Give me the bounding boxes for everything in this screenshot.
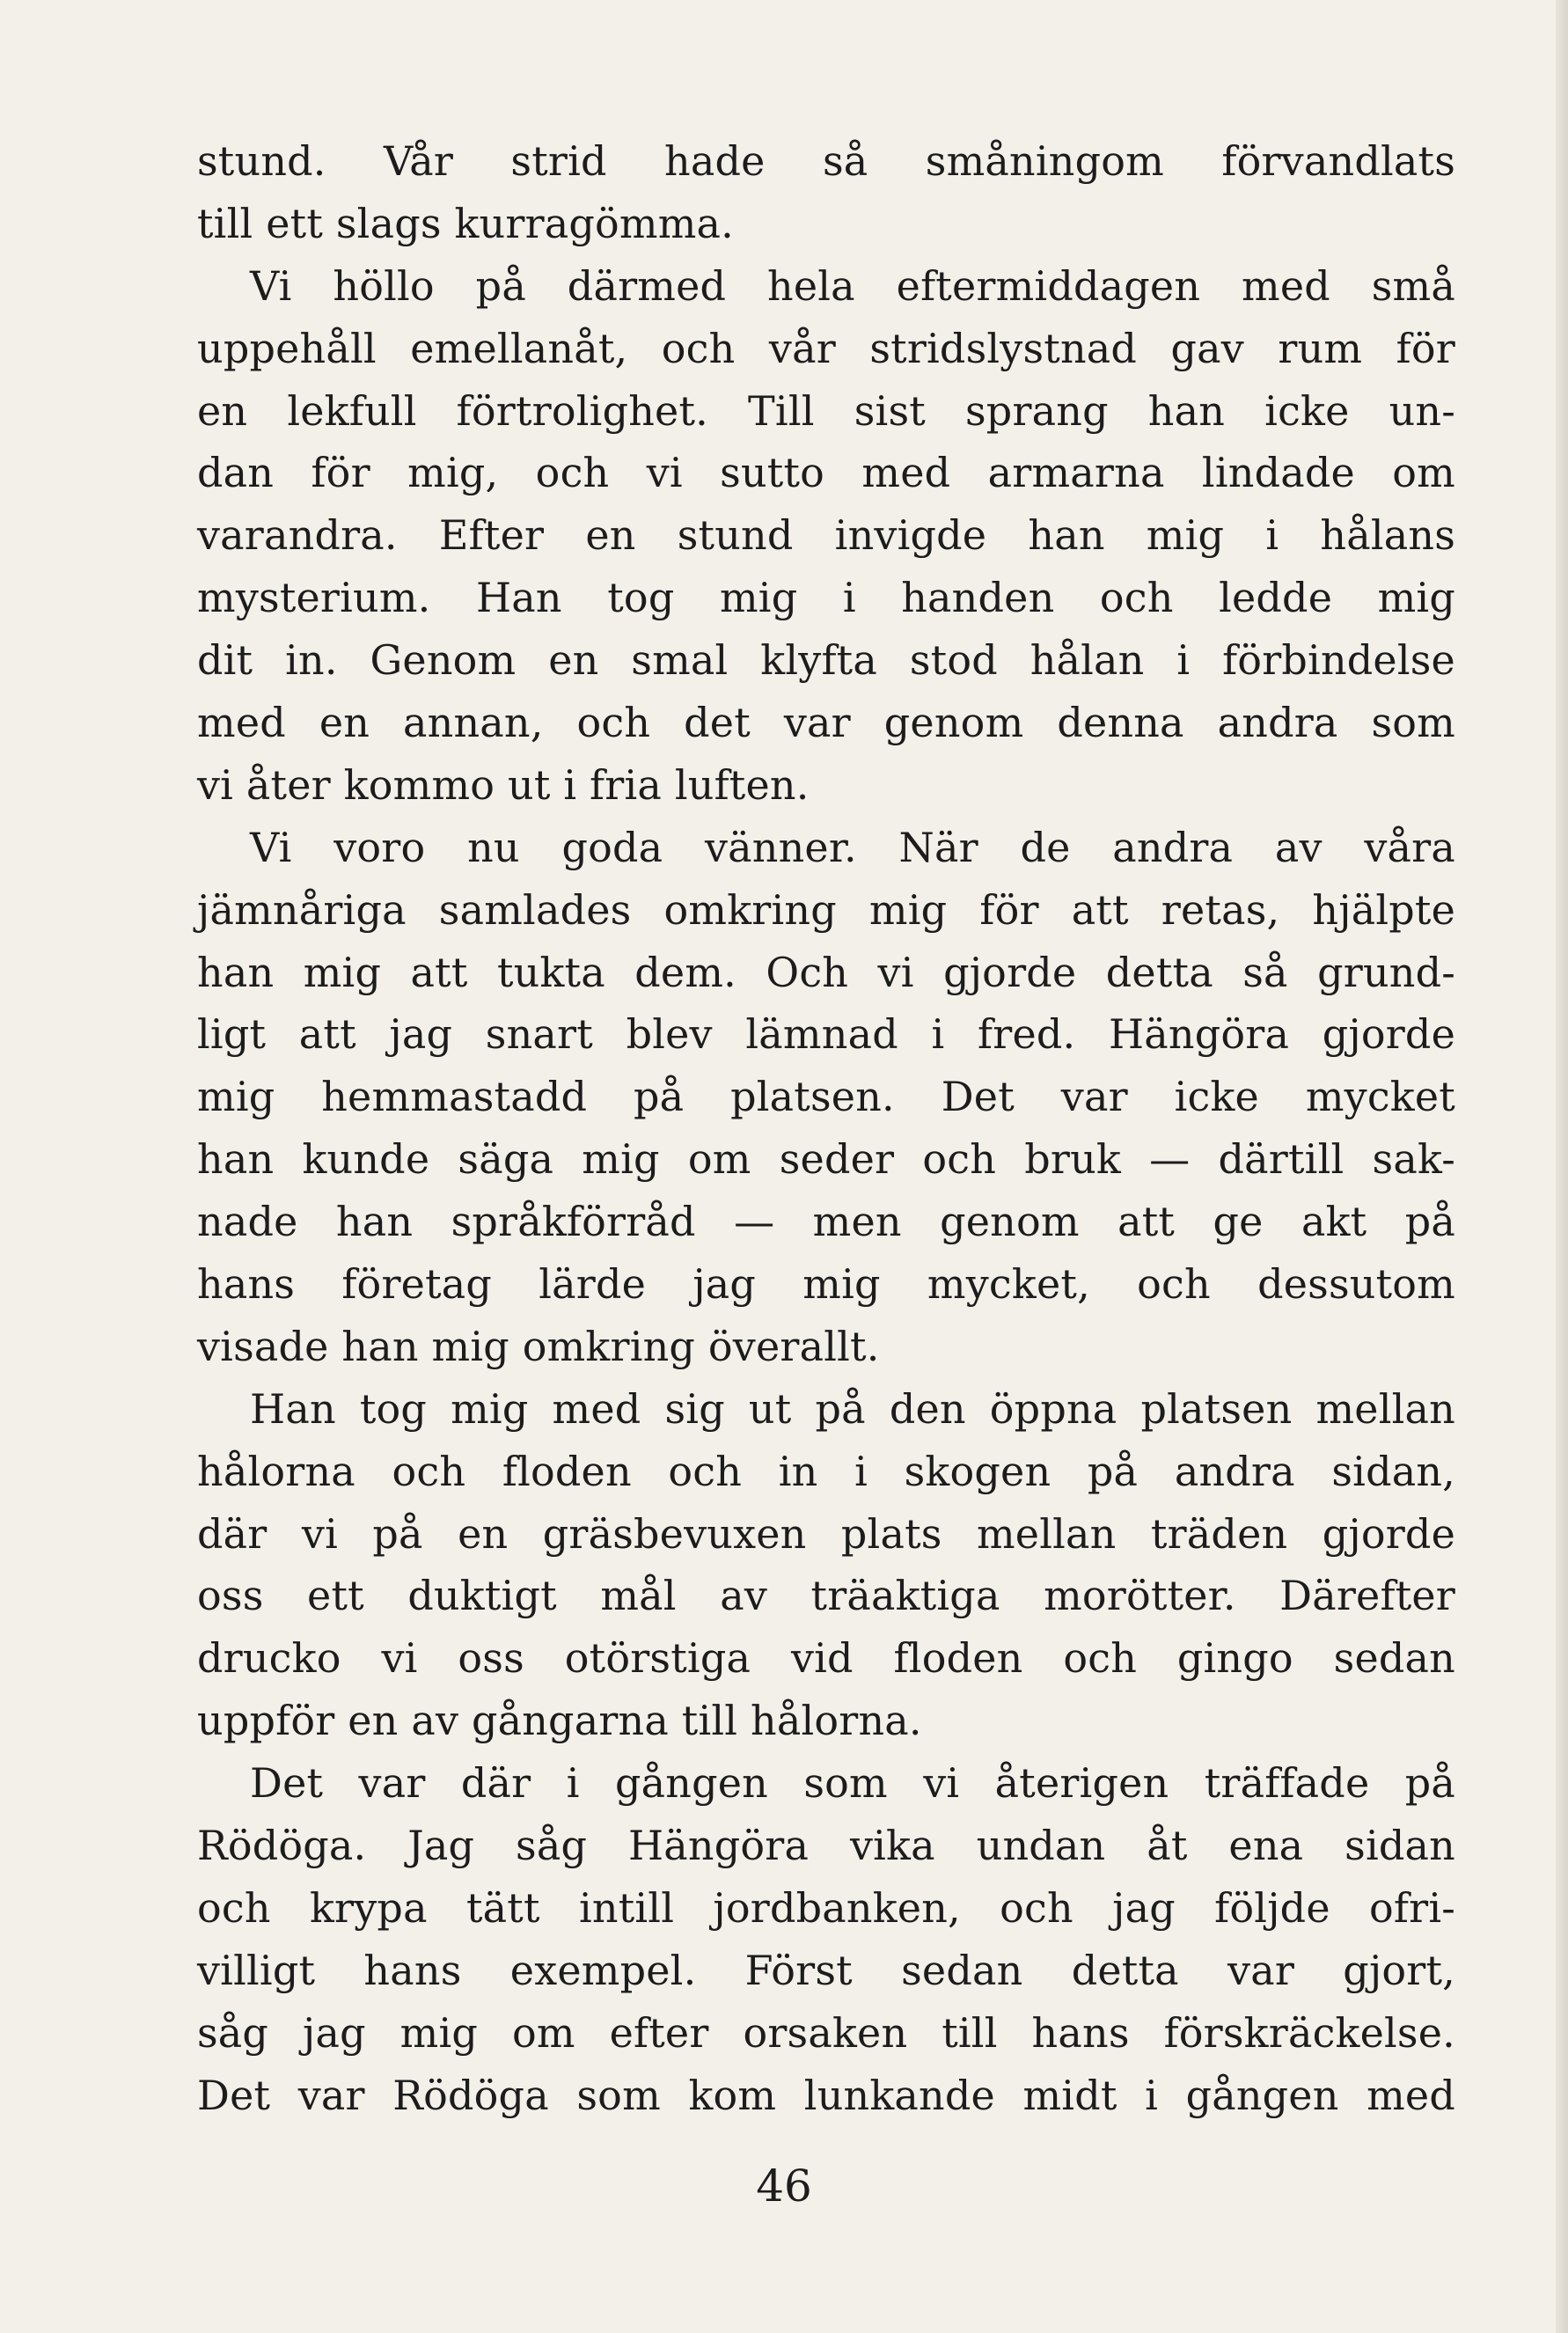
text-line: hans företag lärde jag mig mycket, och dessutom — [197, 1260, 1455, 1309]
text-line: med en annan, och det var genom denna andra som — [197, 699, 1455, 747]
text-line: där vi på en gräsbevuxen plats mellan träden gjorde — [197, 1509, 1455, 1558]
text-line: jämnåriga samlades omkring mig för att retas, hjälpte — [197, 885, 1455, 934]
text-line: till ett slags kurragömma. — [197, 199, 735, 247]
text-line: Rödöga. Jag såg Hängöra vika undan åt ena sidan — [197, 1822, 1455, 1870]
text-line: uppehåll emellanåt, och vår stridslystnad gav rum för — [197, 324, 1455, 372]
text-line: hålorna och floden och in i skogen på andra sidan, — [197, 1447, 1455, 1495]
text-line: och krypa tätt intill jordbanken, och jag följde ofri- — [197, 1883, 1455, 1932]
text-line: drucko vi oss otörstiga vid floden och gingo sedan — [197, 1634, 1455, 1683]
text-line: Han tog mig med sig ut på den öppna platsen mellan — [250, 1384, 1455, 1433]
text-line: vi åter kommo ut i fria luften. — [197, 760, 810, 809]
text-line: oss ett duktigt mål av träaktiga morötter. Därefter — [197, 1572, 1455, 1620]
text-line: han kunde säga mig om seder och bruk — därtill sak- — [197, 1135, 1455, 1184]
page-edge — [1556, 0, 1568, 2333]
text-line: Vi höllo på därmed hela eftermiddagen med små — [250, 261, 1455, 310]
text-line: dit in. Genom en smal klyfta stod hålan i förbindelse — [197, 636, 1455, 685]
body-text — [197, 130, 1455, 2127]
text-line: varandra. Efter en stund invigde han mig i hålans — [197, 511, 1455, 560]
text-line: Det var där i gången som vi återigen träffade på — [250, 1759, 1455, 1808]
text-line: såg jag mig om efter orsaken till hans förskräckelse. — [197, 2008, 1455, 2057]
text-line: mig hemmastadd på platsen. Det var icke mycket — [197, 1073, 1455, 1121]
text-line: stund. Vår strid hade så småningom förvandlats — [197, 137, 1455, 185]
text-line: mysterium. Han tog mig i handen och ledde mig — [197, 574, 1455, 622]
text-line: en lekfull förtrolighet. Till sist sprang han icke un- — [197, 386, 1455, 435]
text-line: visade han mig omkring överallt. — [197, 1322, 880, 1370]
text-line: ligt att jag snart blev lämnad i fred. Hängöra gjorde — [197, 1010, 1455, 1059]
text-line: villigt hans exempel. Först sedan detta var gjort, — [197, 1946, 1455, 1994]
text-line: han mig att tukta dem. Och vi gjorde detta så grund- — [197, 948, 1455, 996]
page-number: 46 — [756, 2161, 812, 2212]
text-line: Vi voro nu goda vänner. När de andra av våra — [250, 823, 1455, 871]
text-line: Det var Rödöga som kom lunkande midt i gången med — [197, 2071, 1455, 2119]
text-line: dan för mig, och vi sutto med armarna lindade om — [197, 449, 1455, 497]
text-line: uppför en av gångarna till hålorna. — [197, 1697, 922, 1745]
text-line: nade han språkförråd — men genom att ge akt på — [197, 1198, 1455, 1246]
